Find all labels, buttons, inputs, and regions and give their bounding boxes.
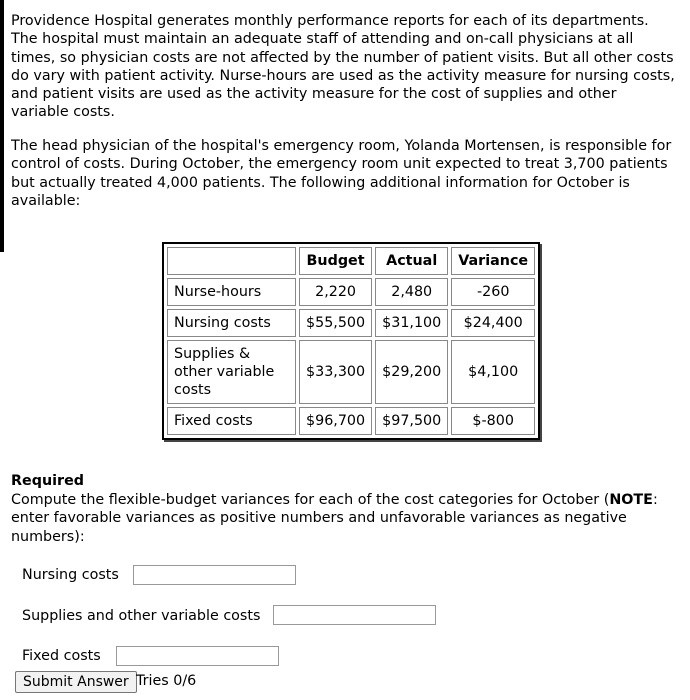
left-border-bar <box>0 0 4 252</box>
variance-cell: $-800 <box>451 407 535 435</box>
budget-cell: $96,700 <box>299 407 372 435</box>
actual-cell: $29,200 <box>375 340 448 404</box>
actual-cell: $31,100 <box>375 309 448 337</box>
header-variance: Variance <box>451 247 535 275</box>
fixed-costs-label: Fixed costs <box>22 648 101 664</box>
data-table <box>162 242 540 440</box>
table-row <box>167 407 535 435</box>
problem-intro: Providence Hospital generates monthly performance reports for each of its departments. The hospital must maintain an adequate staff of attending and on-call physicians at all times, so physician costs are not affected by the number of patient visits. But all other costs do vary with patient activity. Nurse-hours are used as the activity measure for nursing costs, and patient visits are used as the activity measure for the cost of supplies and other variable costs. <box>11 13 675 121</box>
table-row <box>167 278 535 306</box>
problem-context: The head physician of the hospital's emergency room, Yolanda Mortensen, is responsible for control of costs. During October, the emergency room unit expected to treat 3,700 patients but actually treated 4,000 patients. The following additional information for October is available: <box>11 138 672 209</box>
row-label: Supplies & other variable costs <box>167 340 296 404</box>
row-label: Nurse-hours <box>167 278 296 306</box>
variance-cell: -260 <box>451 278 535 306</box>
row-label: Nursing costs <box>167 309 296 337</box>
budget-cell: $33,300 <box>299 340 372 404</box>
nursing-costs-label: Nursing costs <box>22 567 119 583</box>
variance-cell: $4,100 <box>451 340 535 404</box>
budget-cell: $55,500 <box>299 309 372 337</box>
budget-cell: 2,220 <box>299 278 372 306</box>
fixed-costs-input[interactable] <box>116 646 279 666</box>
header-actual: Actual <box>375 247 448 275</box>
required-note: NOTE <box>609 492 653 508</box>
required-instructions <box>11 491 676 546</box>
supplies-costs-input[interactable] <box>273 605 436 625</box>
required-text-after: : enter favorable variances as positive numbers and unfavorable variances as negative numbers): <box>11 492 658 545</box>
nursing-costs-input[interactable] <box>133 565 296 585</box>
table-row <box>167 340 535 404</box>
required-heading: Required <box>11 473 84 489</box>
header-budget: Budget <box>299 247 372 275</box>
tries-counter: Tries 0/6 <box>136 673 197 689</box>
required-text-before: Compute the flexible-budget variances for each of the cost categories for October ( <box>11 492 610 508</box>
variance-cell: $24,400 <box>451 309 535 337</box>
submit-answer-button[interactable]: Submit Answer <box>15 671 137 693</box>
row-label: Fixed costs <box>167 407 296 435</box>
table-row <box>167 309 535 337</box>
actual-cell: 2,480 <box>375 278 448 306</box>
supplies-costs-label: Supplies and other variable costs <box>22 608 261 624</box>
table-header-row <box>167 247 535 275</box>
table-corner-cell <box>167 247 296 275</box>
actual-cell: $97,500 <box>375 407 448 435</box>
